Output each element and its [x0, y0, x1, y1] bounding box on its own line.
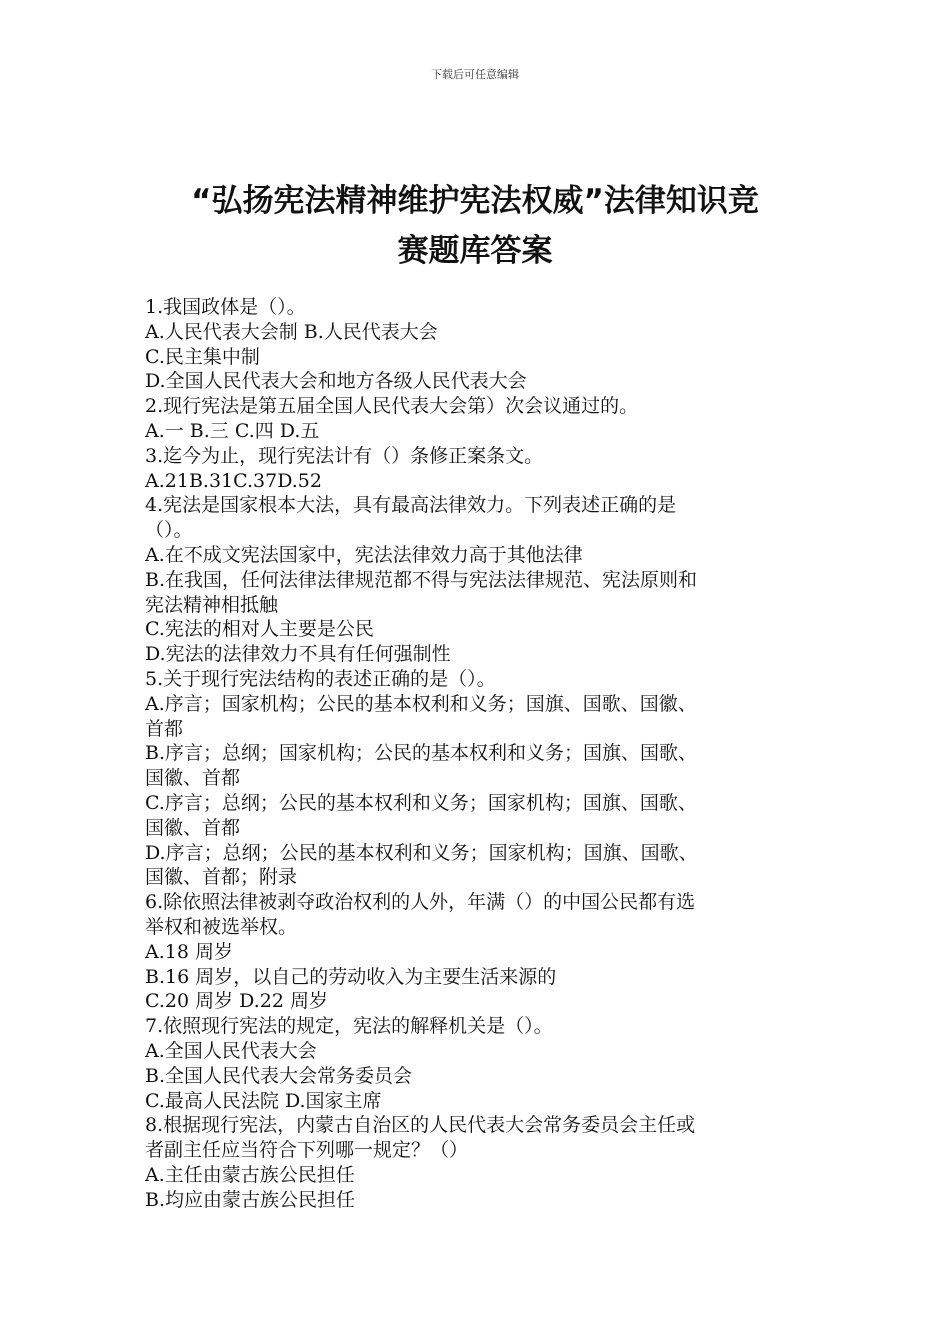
document-body	[145, 295, 810, 1212]
text-line: 4.宪法是国家根本大法，具有最高法律效力。下列表述正确的是	[145, 494, 677, 517]
text-line: 8.根据现行宪法，内蒙古自治区的人民代表大会常务委员会主任或	[145, 1114, 696, 1137]
document-title-line-2: 赛题库答案	[397, 233, 553, 269]
text-line: A.在不成文宪法国家中，宪法法律效力高于其他法律	[145, 543, 583, 566]
text-line: C.宪法的相对人主要是公民	[145, 618, 374, 641]
text-line: A.18 周岁	[145, 940, 233, 963]
text-line: 首都	[145, 717, 184, 740]
page-header-note: 下载后可任意编辑	[431, 68, 519, 81]
text-line: 国徽、首都；附录	[145, 866, 298, 889]
text-line: 国徽、首都	[145, 767, 241, 790]
text-line: 举权和被选举权。	[145, 915, 298, 938]
text-line: D.全国人民代表大会和地方各级人民代表大会	[145, 370, 527, 393]
text-line: A.一 B.三 C.四 D.五	[145, 419, 320, 442]
text-line: 6.除依照法律被剥夺政治权利的人外，年满（）的中国公民都有选	[145, 891, 696, 914]
text-line: 宪法精神相抵触	[145, 593, 279, 616]
text-line: B.在我国，任何法律法律规范都不得与宪法法律规范、宪法原则和	[145, 568, 698, 591]
text-line: 者副主任应当符合下列哪一规定？（）	[145, 1139, 469, 1162]
text-line: C.20 周岁 D.22 周岁	[145, 990, 328, 1013]
text-line: A.序言；国家机构；公民的基本权利和义务；国旗、国歌、国徽、	[145, 692, 697, 715]
text-line: 7.依照现行宪法的规定，宪法的解释机关是（）。	[145, 1015, 553, 1038]
text-line: B.均应由蒙古族公民担任	[145, 1188, 356, 1211]
text-line: A.全国人民代表大会	[145, 1039, 317, 1062]
document-title	[140, 176, 810, 276]
text-line: A.主任由蒙古族公民担任	[145, 1163, 355, 1186]
text-line: D.序言；总纲；公民的基本权利和义务；国家机构；国旗、国歌、	[145, 841, 698, 864]
text-line: （）。	[145, 519, 193, 542]
text-line: A.人民代表大会制 B.人民代表大会	[145, 320, 438, 343]
text-line: C.最高人民法院 D.国家主席	[145, 1089, 382, 1112]
text-line: B.序言；总纲；国家机构；公民的基本权利和义务；国旗、国歌、	[145, 742, 698, 765]
text-line: A.21B.31C.37D.52	[145, 469, 322, 492]
text-line: D.宪法的法律效力不具有任何强制性	[145, 643, 451, 666]
text-line: 1.我国政体是（）。	[145, 296, 306, 318]
text-line: 3.迄今为止，现行宪法计有（）条修正案条文。	[145, 444, 544, 467]
text-line: B.全国人民代表大会常务委员会	[145, 1064, 413, 1087]
text-line: 2.现行宪法是第五届全国人民代表大会第）次会议通过的。	[145, 395, 639, 418]
text-line: C.民主集中制	[145, 345, 260, 368]
text-line: C.序言；总纲；公民的基本权利和义务；国家机构；国旗、国歌、	[145, 791, 697, 814]
document-title-line-1: “弘扬宪法精神维护宪法权威”法律知识竞	[191, 183, 759, 219]
text-line: 5.关于现行宪法结构的表述正确的是（）。	[145, 667, 496, 690]
text-line: 国徽、首都	[145, 816, 241, 839]
text-line: B.16 周岁，以自己的劳动收入为主要生活来源的	[145, 965, 557, 988]
